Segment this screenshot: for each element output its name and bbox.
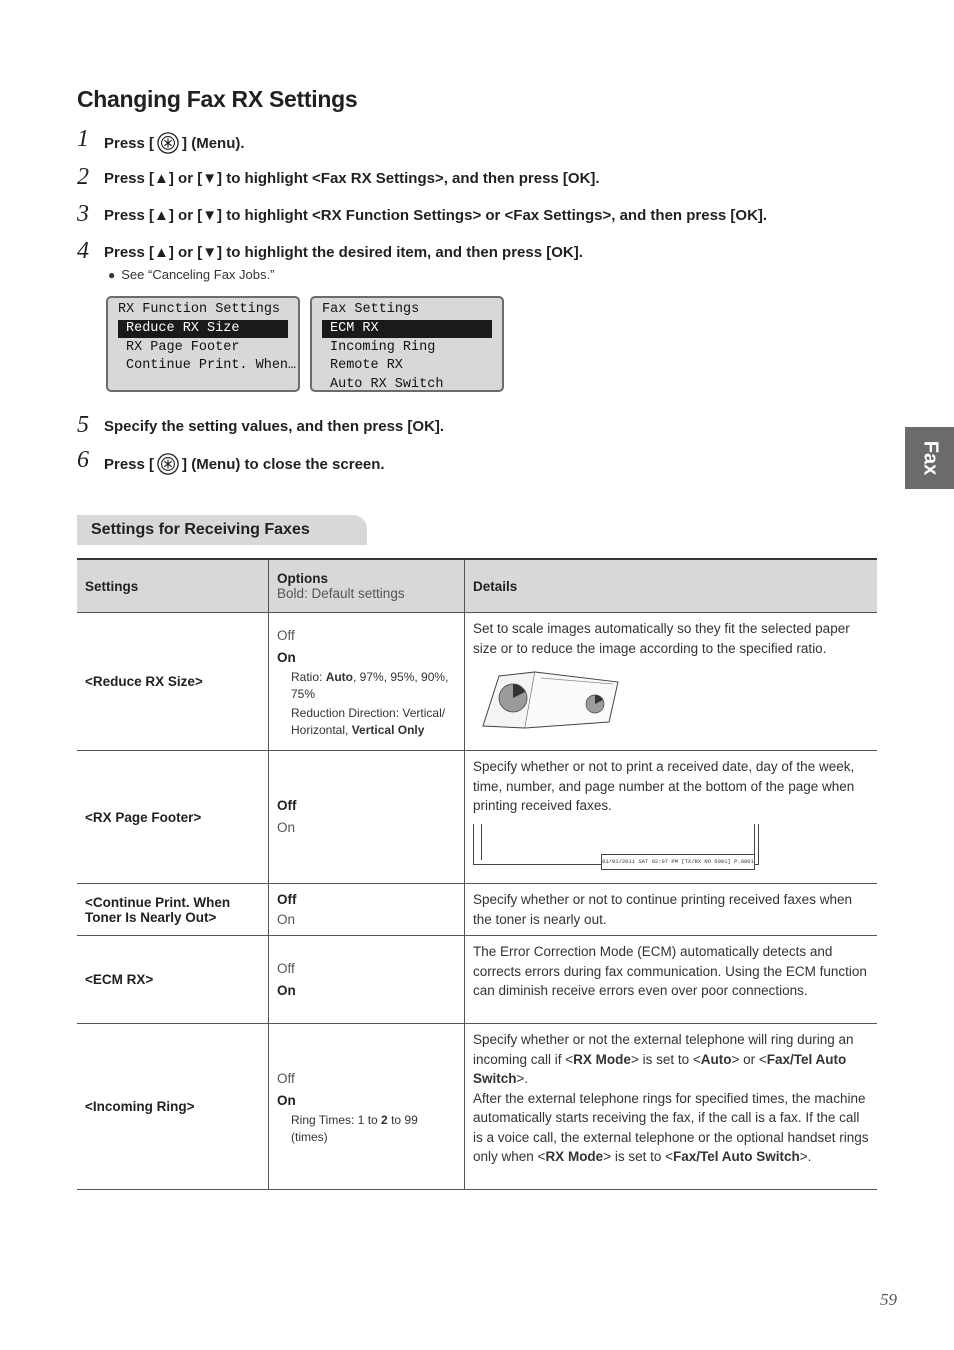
details-para-2 bbox=[473, 1089, 869, 1167]
header-settings: Settings bbox=[77, 559, 269, 613]
step-6 bbox=[77, 447, 877, 483]
options-cell bbox=[269, 936, 465, 1024]
header-options bbox=[269, 559, 465, 613]
sub-default: Vertical Only bbox=[351, 722, 425, 737]
option-off: Off bbox=[277, 960, 295, 976]
lcd-rx-function-settings bbox=[106, 296, 300, 392]
table-header-row bbox=[77, 559, 877, 613]
bullet-note bbox=[108, 267, 274, 282]
sub-rest: , 97%, 95%, 90%, 75% bbox=[291, 669, 449, 701]
step-text-pre: Press [ bbox=[104, 455, 155, 473]
details-text: Set to scale images automatically so they fit the selected paper size or to reduce the image according to the specified ratio. bbox=[473, 621, 850, 656]
details-cell bbox=[465, 1024, 878, 1190]
lcd-item: Auto RX Switch bbox=[330, 377, 444, 392]
details-bold: RX Mode bbox=[545, 1149, 604, 1164]
lcd-item-selected: Reduce RX Size bbox=[118, 320, 288, 338]
lcd-fax-settings bbox=[310, 296, 504, 392]
step-number: 5 bbox=[77, 412, 89, 438]
sub-default: Auto bbox=[325, 669, 354, 684]
step-5 bbox=[77, 412, 877, 448]
details-text: After the external telephone rings for specified times, the machine automatically starts receiving the fax, if the call is a fax. If the call is a voice call, the external telephone or the optional handset rings only when < bbox=[473, 1090, 869, 1164]
page-number: 59 bbox=[880, 1290, 897, 1309]
details-text: >. bbox=[516, 1071, 529, 1086]
details-text: >. bbox=[799, 1149, 812, 1164]
bullet-link-text: See “Canceling Fax Jobs.” bbox=[121, 267, 275, 282]
option-on: On bbox=[277, 982, 296, 998]
lcd-item-selected: ECM RX bbox=[322, 320, 492, 338]
details-bold: Fax/Tel Auto Switch bbox=[473, 1051, 847, 1086]
sub-label: Reduction Direction: Vertical/ Horizontal, bbox=[291, 705, 446, 737]
sub-rest: to 99 (times) bbox=[291, 1112, 418, 1144]
lcd-title: Fax Settings bbox=[322, 302, 420, 317]
chapter-tab-fax[interactable] bbox=[905, 427, 954, 489]
lcd-item: RX Page Footer bbox=[126, 340, 240, 355]
option-on: On bbox=[277, 649, 296, 665]
option-off: Off bbox=[277, 1070, 295, 1086]
lcd-item: Continue Print. When… bbox=[126, 358, 297, 373]
option-on: On bbox=[277, 911, 296, 927]
setting-name: <RX Page Footer> bbox=[77, 751, 269, 884]
header-details: Details bbox=[465, 559, 878, 613]
step-1 bbox=[77, 126, 877, 162]
settings-table bbox=[77, 558, 877, 1190]
setting-name: <ECM RX> bbox=[77, 936, 269, 1024]
table-row bbox=[77, 884, 877, 936]
option-off: Off bbox=[277, 627, 295, 643]
step-text: Press [▲] or [▼] to highlight <Fax RX Settings>, and then press [OK]. bbox=[104, 170, 600, 187]
sub-label: Ratio: bbox=[291, 669, 326, 684]
step-text: Press [▲] or [▼] to highlight the desired item, and then press [OK]. bbox=[104, 244, 583, 261]
details-text: Specify whether or not to print a received date, day of the week, time, number, and page number at the bottom of the page when printing received faxes. bbox=[473, 759, 855, 813]
bullet-dot-icon: ● bbox=[108, 268, 116, 282]
step-number: 1 bbox=[77, 126, 89, 152]
option-sub bbox=[277, 1112, 456, 1146]
header-options-label: Options bbox=[277, 571, 328, 586]
details-cell: Specify whether or not to continue printing received faxes when the toner is nearly out. bbox=[465, 884, 878, 936]
footer-sample-text: 01/01/2011 SAT 02:07 PM [TX/RX NO 5001] P.0001 bbox=[601, 854, 755, 870]
option-off: Off bbox=[277, 891, 297, 907]
options-cell bbox=[269, 751, 465, 884]
step-number: 2 bbox=[77, 164, 89, 190]
step-number: 6 bbox=[77, 447, 89, 473]
sub-default: 2 bbox=[381, 1112, 388, 1127]
details-para-1 bbox=[473, 1030, 869, 1089]
options-cell bbox=[269, 613, 465, 751]
menu-icon bbox=[157, 453, 179, 475]
table-row bbox=[77, 936, 877, 1024]
details-cell bbox=[465, 751, 878, 884]
table-row bbox=[77, 613, 877, 751]
lcd-title: RX Function Settings bbox=[118, 302, 281, 317]
details-text: > or < bbox=[731, 1051, 767, 1067]
option-off: Off bbox=[277, 798, 297, 813]
option-sub bbox=[277, 669, 456, 703]
step-2 bbox=[77, 164, 877, 200]
step-text-post: ] (Menu). bbox=[182, 134, 245, 152]
page-title: Changing Fax RX Settings bbox=[77, 86, 358, 112]
chapter-tab-label: Fax bbox=[919, 440, 941, 476]
table-row bbox=[77, 1024, 877, 1190]
step-text-pre: Press [ bbox=[104, 134, 155, 152]
details-cell bbox=[465, 613, 878, 751]
footer-illustration bbox=[473, 824, 869, 872]
options-cell bbox=[269, 884, 465, 936]
reduce-illustration bbox=[473, 664, 633, 734]
details-cell: The Error Correction Mode (ECM) automatically detects and corrects errors during fax communication. Using the ECM function can diminish receive errors even over poor connections. bbox=[465, 936, 878, 1024]
step-number: 3 bbox=[77, 201, 89, 227]
option-on: On bbox=[277, 820, 296, 835]
option-on: On bbox=[277, 1092, 296, 1108]
options-cell bbox=[269, 1024, 465, 1190]
header-options-sub: Bold: Default settings bbox=[277, 586, 405, 601]
details-text: > is set to < bbox=[630, 1051, 701, 1067]
setting-name: <Reduce RX Size> bbox=[77, 613, 269, 751]
details-text: Specify whether or not the external telephone will ring during an incoming call if < bbox=[473, 1032, 854, 1067]
details-text: > is set to < bbox=[603, 1149, 673, 1164]
sub-label: Ring Times: 1 to bbox=[291, 1112, 382, 1127]
table-row bbox=[77, 751, 877, 884]
option-sub bbox=[277, 705, 456, 739]
step-text: Press [▲] or [▼] to highlight <RX Function Settings> or <Fax Settings>, and then press [OK]. bbox=[104, 207, 768, 224]
setting-name: <Continue Print. When Toner Is Nearly Out> bbox=[77, 884, 269, 936]
step-text: Specify the setting values, and then press [OK]. bbox=[104, 418, 445, 435]
section-heading bbox=[77, 515, 367, 545]
setting-name: <Incoming Ring> bbox=[77, 1024, 269, 1190]
lcd-item: Incoming Ring bbox=[330, 340, 436, 355]
details-bold: Auto bbox=[700, 1051, 732, 1067]
step-3 bbox=[77, 201, 877, 237]
lcd-item: Remote RX bbox=[330, 358, 403, 373]
step-text-post: ] (Menu) to close the screen. bbox=[182, 455, 385, 473]
details-bold: Fax/Tel Auto Switch bbox=[673, 1149, 800, 1164]
menu-icon bbox=[157, 132, 179, 154]
details-bold: RX Mode bbox=[573, 1051, 631, 1067]
section-heading-text: Settings for Receiving Faxes bbox=[91, 521, 310, 538]
step-number: 4 bbox=[77, 238, 89, 264]
